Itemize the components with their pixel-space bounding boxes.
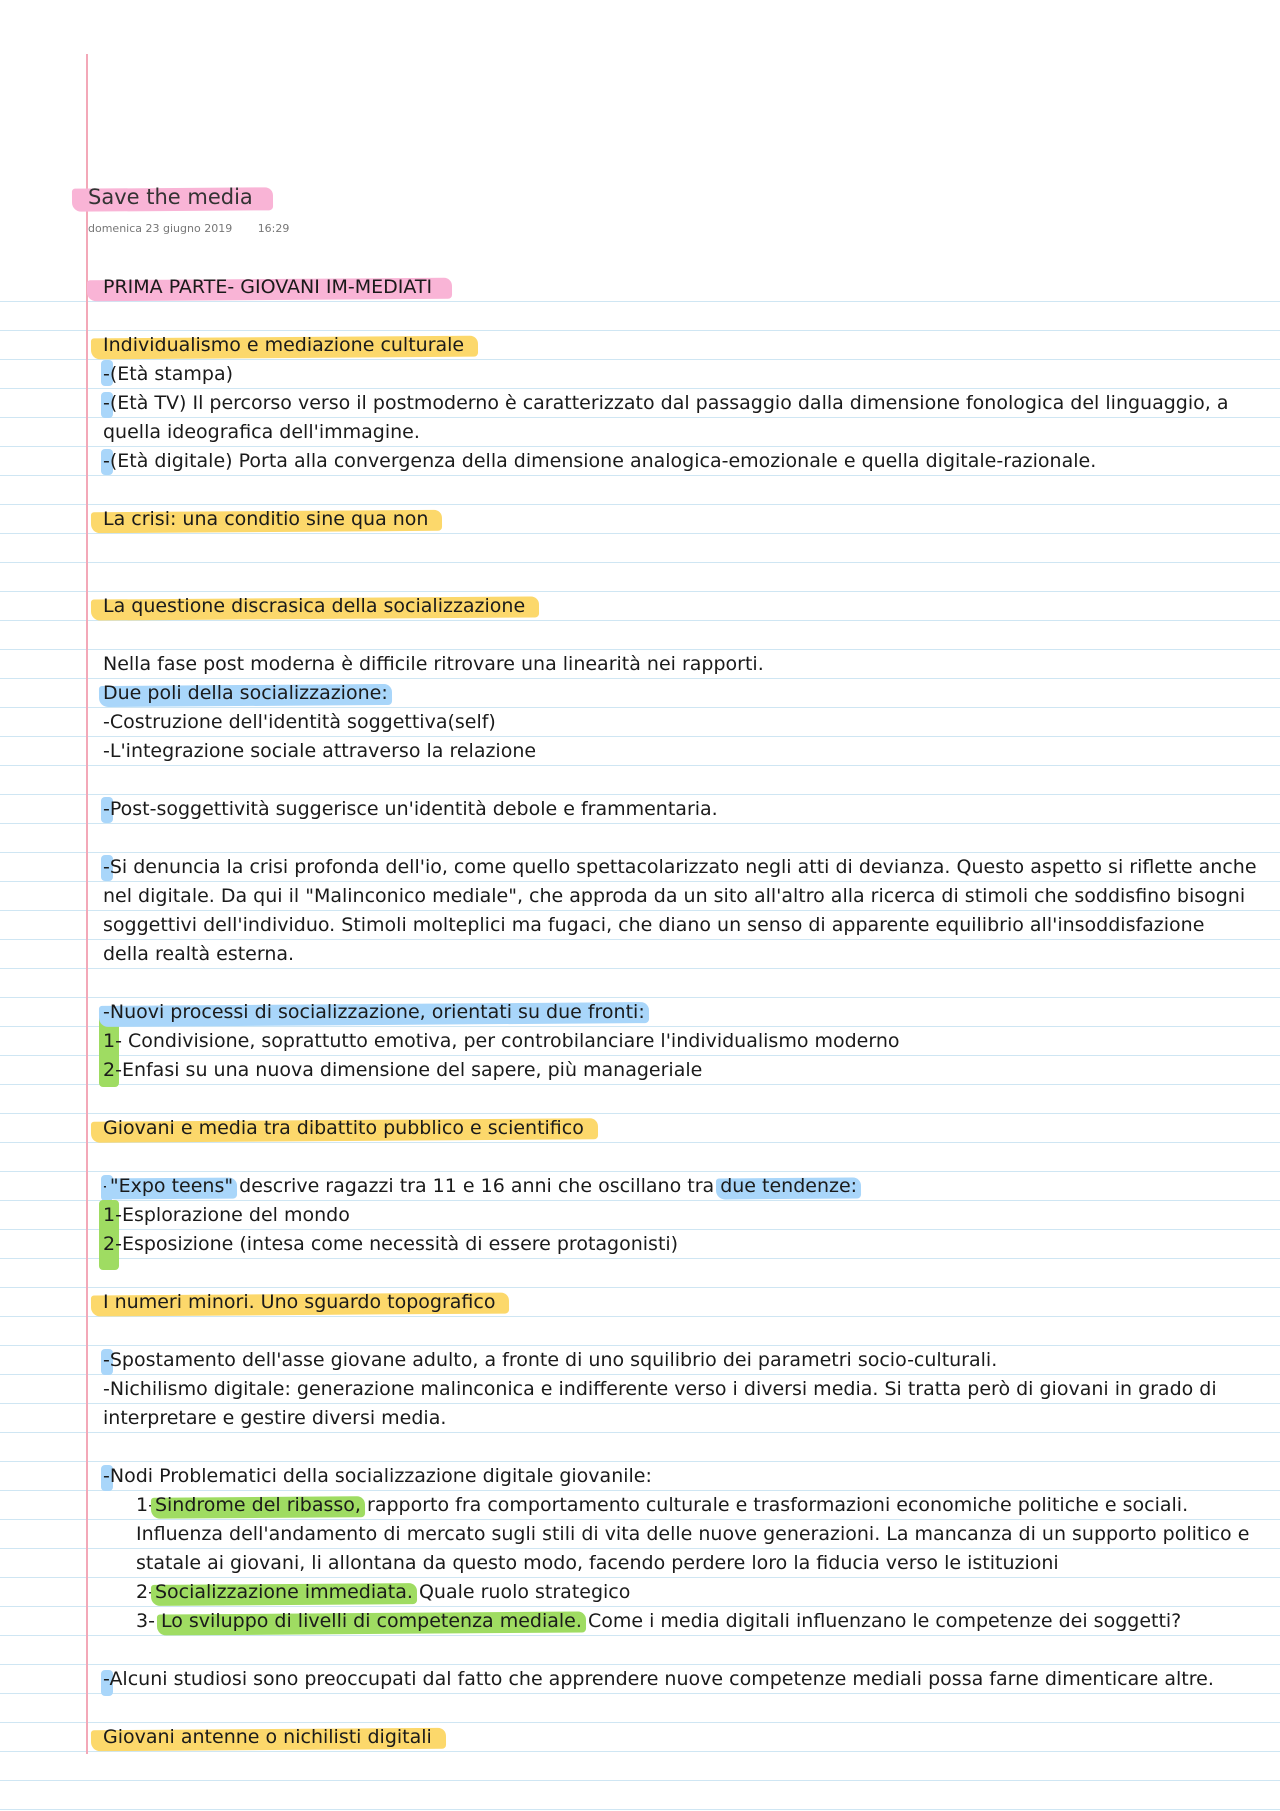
text-line: -Post-soggettività suggerisce un'identità debole e frammentaria. [103,798,718,820]
text-line: nel digitale. Da qui il "Malinconico mediale", che approda da un sito all'altro alla ricerca di stimoli che soddisfino bisogni [103,885,1246,907]
text-line: -(Età digitale) Porta alla convergenza della dimensione analogica-emozionale e quella digitale-razionale. [103,450,1097,472]
text-line [103,1172,857,1201]
page-time: 16:29 [257,222,290,235]
margin-line [86,54,88,1754]
text-line: 2-Enfasi su una nuova dimensione del sapere, più manageriale [103,1059,703,1081]
highlighted-text: Lo sviluppo di livelli di competenza mediale. [160,1610,582,1632]
section-heading [103,1114,584,1143]
page-title[interactable] [88,185,253,209]
text-fragment: 2- [136,1581,155,1603]
text-fragment: rapporto fra comportamento culturale e trasformazioni economiche politiche e sociali. [360,1494,1189,1516]
text-fragment: descrive ragazzi tra 11 e 16 anni che oscillano tra [233,1175,721,1197]
section-heading-text: La crisi: una conditio sine qua non [103,508,429,530]
section-heading-text: I numeri minori. Uno sguardo topografico [103,1291,496,1313]
text-line: -Alcuni studiosi sono preoccupati dal fatto che apprendere nuove competenze mediali possa farne dimenticare altre. [103,1668,1214,1690]
section-heading [103,592,525,621]
text-fragment: 3- [136,1610,161,1632]
text-line: della realtà esterna. [103,943,295,965]
text-line: 1- Condivisione, soprattutto emotiva, per controbilanciare l'individualismo moderno [103,1030,900,1052]
text-line: statale ai giovani, li allontana da questo modo, facendo perdere loro la fiducia verso le istituzioni [136,1552,1059,1574]
text-line [136,1607,1181,1636]
text-line: 2-Esposizione (intesa come necessità di essere protagonisti) [103,1233,679,1255]
section-heading [103,505,428,534]
text-line: Influenza dell'andamento di mercato sugli stili di vita delle nuove generazioni. La mancanza di un supporto politico e [136,1523,1250,1545]
highlighted-text: Sindrome del ribasso, [154,1494,361,1516]
text-fragment: Come i media digitali influenzano le competenze dei soggetti? [581,1610,1182,1632]
part-heading [103,273,432,302]
section-heading-text: Individualismo e mediazione culturale [103,334,465,356]
text-line: -Nodi Problematici della socializzazione digitale giovanile: [103,1465,652,1487]
section-heading [103,331,464,360]
text-line: -Spostamento dell'asse giovane adulto, a fronte di uno squilibrio dei parametri socio-culturali. [103,1349,998,1371]
text-line: soggettivi dell'individuo. Stimoli molteplici ma fugaci, che diano un senso di apparente equilibrio all'insoddisfazione [103,914,1205,936]
text-line: 1-Esplorazione del mondo [103,1204,350,1226]
highlighted-text: due tendenze: [720,1175,858,1197]
highlighted-text: -Nuovi processi di socializzazione, orientati su due fronti: [103,1001,645,1023]
section-heading-text: La questione discrasica della socializzazione [103,595,526,617]
text-fragment: 1- [136,1494,155,1516]
highlighted-text: Socializzazione immediata. [154,1581,413,1603]
page-title-text: Save the media [88,185,253,209]
text-line: -(Età stampa) [103,363,234,385]
text-fragment: Quale ruolo strategico [412,1581,631,1603]
text-line: -Si denuncia la crisi profonda dell'io, come quello spettacolarizzato negli atti di devianza. Questo aspetto si riflette anche [103,856,1257,878]
text-line [136,1578,630,1607]
text-line: -(Età TV) Il percorso verso il postmoderno è caratterizzato dal passaggio dalla dimensione fonologica del linguaggio, a [103,392,1229,414]
part-heading-text: PRIMA PARTE- GIOVANI IM-MEDIATI [103,276,433,298]
text-line [103,679,388,708]
section-heading [103,1288,495,1317]
text-line: -Costruzione dell'identità soggettiva(self) [103,711,496,733]
text-line: Nella fase post moderna è difficile ritrovare una linearità nei rapporti. [103,653,764,675]
page-meta [88,222,311,235]
text-line [136,1491,1188,1520]
section-heading [103,1723,432,1752]
text-line: quella ideografica dell'immagine. [103,421,420,443]
text-line [103,998,645,1027]
section-heading-text: Giovani antenne o nichilisti digitali [103,1726,432,1748]
text-line: -Nichilismo digitale: generazione malinconica e indifferente verso i diversi media. Si tratta però di giovani in grado di [103,1378,1217,1400]
section-heading-text: Giovani e media tra dibattito pubblico e scientifico [103,1117,584,1139]
text-line: -L'integrazione sociale attraverso la relazione [103,740,537,762]
highlighted-text: "Expo teens" [109,1175,234,1197]
text-fragment: - [103,1175,110,1197]
page-date: domenica 23 giugno 2019 [88,222,233,235]
text-line: interpretare e gestire diversi media. [103,1407,447,1429]
highlighted-text: Due poli della socializzazione: [103,682,388,704]
